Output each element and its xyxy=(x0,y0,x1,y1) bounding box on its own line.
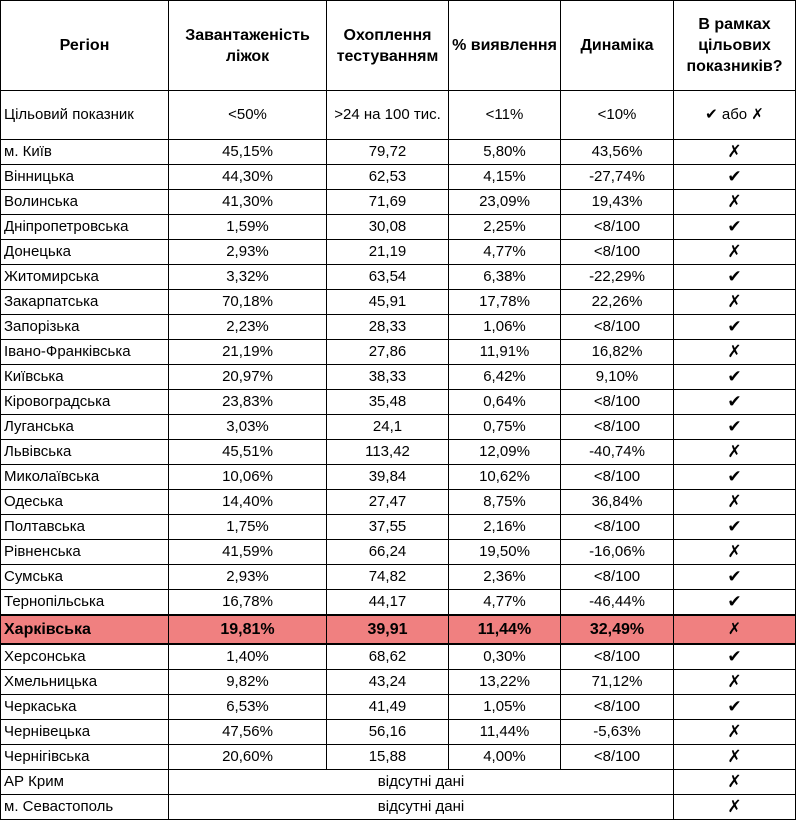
cell-beds: 3,32% xyxy=(169,265,327,290)
target-beds: <50% xyxy=(169,91,327,140)
cell-detection: 0,64% xyxy=(449,390,561,415)
cell-testing: 24,1 xyxy=(327,415,449,440)
check-icon: ✔ xyxy=(674,315,796,340)
cell-region: Івано-Франківська xyxy=(1,340,169,365)
cell-region: Луганська xyxy=(1,415,169,440)
header-beds: Завантаженість ліжок xyxy=(169,1,327,91)
cell-dynamics: <8/100 xyxy=(561,515,674,540)
check-icon: ✔ xyxy=(674,565,796,590)
table-row xyxy=(1,515,796,540)
cell-dynamics: <8/100 xyxy=(561,745,674,770)
cell-detection: 8,75% xyxy=(449,490,561,515)
cell-dynamics: 16,82% xyxy=(561,340,674,365)
cell-beds: 3,03% xyxy=(169,415,327,440)
header-detection: % виявлення xyxy=(449,1,561,91)
cell-detection: 2,16% xyxy=(449,515,561,540)
cell-detection: 23,09% xyxy=(449,190,561,215)
cell-detection: 4,15% xyxy=(449,165,561,190)
cross-icon: ✗ xyxy=(674,290,796,315)
table-row xyxy=(1,240,796,265)
table-row xyxy=(1,720,796,745)
cell-beds: 1,40% xyxy=(169,644,327,670)
cell-region: Вінницька xyxy=(1,165,169,190)
cell-region: Донецька xyxy=(1,240,169,265)
cell-dynamics: <8/100 xyxy=(561,695,674,720)
cell-dynamics: <8/100 xyxy=(561,465,674,490)
cell-region: Тернопільська xyxy=(1,590,169,616)
cell-beds: 44,30% xyxy=(169,165,327,190)
cell-testing: 30,08 xyxy=(327,215,449,240)
cell-testing: 39,84 xyxy=(327,465,449,490)
cell-dynamics: -22,29% xyxy=(561,265,674,290)
cell-testing: 35,48 xyxy=(327,390,449,415)
cell-no-data: відсутні дані xyxy=(169,770,674,795)
cell-testing: 63,54 xyxy=(327,265,449,290)
cell-beds: 9,82% xyxy=(169,670,327,695)
cross-icon: ✗ xyxy=(674,745,796,770)
cell-detection: 10,62% xyxy=(449,465,561,490)
data-rows xyxy=(1,140,796,820)
check-icon: ✔ xyxy=(674,265,796,290)
cell-dynamics: -5,63% xyxy=(561,720,674,745)
table-row xyxy=(1,190,796,215)
cell-beds: 41,30% xyxy=(169,190,327,215)
header-region: Регіон xyxy=(1,1,169,91)
cell-detection: 2,25% xyxy=(449,215,561,240)
cell-region: Кіровоградська xyxy=(1,390,169,415)
cell-detection: 4,00% xyxy=(449,745,561,770)
cell-dynamics: <8/100 xyxy=(561,240,674,265)
table-row xyxy=(1,670,796,695)
check-icon: ✔ xyxy=(674,390,796,415)
cell-beds: 2,23% xyxy=(169,315,327,340)
cell-dynamics: -46,44% xyxy=(561,590,674,616)
cross-icon: ✗ xyxy=(674,770,796,795)
table-row xyxy=(1,490,796,515)
cell-beds: 1,59% xyxy=(169,215,327,240)
cell-region: Чернівецька xyxy=(1,720,169,745)
table-row xyxy=(1,140,796,165)
cell-region: Херсонська xyxy=(1,644,169,670)
check-icon: ✔ xyxy=(674,365,796,390)
table-row xyxy=(1,165,796,190)
table-row xyxy=(1,365,796,390)
cell-detection: 5,80% xyxy=(449,140,561,165)
cell-testing: 45,91 xyxy=(327,290,449,315)
cell-detection: 6,42% xyxy=(449,365,561,390)
cell-beds: 47,56% xyxy=(169,720,327,745)
cell-region: Черкаська xyxy=(1,695,169,720)
cell-dynamics: 36,84% xyxy=(561,490,674,515)
cell-region: м. Київ xyxy=(1,140,169,165)
cell-region: Волинська xyxy=(1,190,169,215)
cell-testing: 41,49 xyxy=(327,695,449,720)
table-row xyxy=(1,340,796,365)
cell-testing: 27,86 xyxy=(327,340,449,365)
cell-region: Полтавська xyxy=(1,515,169,540)
cell-region: Київська xyxy=(1,365,169,390)
cell-detection: 19,50% xyxy=(449,540,561,565)
cell-testing: 39,91 xyxy=(327,615,449,644)
cell-region: АР Крим xyxy=(1,770,169,795)
cell-beds: 10,06% xyxy=(169,465,327,490)
cell-testing: 56,16 xyxy=(327,720,449,745)
cell-dynamics: <8/100 xyxy=(561,315,674,340)
target-label: Цільовий показник xyxy=(1,91,169,140)
cell-dynamics: <8/100 xyxy=(561,215,674,240)
table-row xyxy=(1,540,796,565)
cell-beds: 41,59% xyxy=(169,540,327,565)
cross-icon: ✗ xyxy=(674,670,796,695)
check-icon: ✔ xyxy=(674,644,796,670)
cell-dynamics: 43,56% xyxy=(561,140,674,165)
cell-testing: 62,53 xyxy=(327,165,449,190)
cell-beds: 45,15% xyxy=(169,140,327,165)
cell-beds: 2,93% xyxy=(169,240,327,265)
cell-testing: 71,69 xyxy=(327,190,449,215)
cell-region: Дніпропетровська xyxy=(1,215,169,240)
cross-icon: ✗ xyxy=(674,540,796,565)
target-detection: <11% xyxy=(449,91,561,140)
cell-region: Миколаївська xyxy=(1,465,169,490)
cell-testing: 37,55 xyxy=(327,515,449,540)
cell-beds: 14,40% xyxy=(169,490,327,515)
cell-beds: 16,78% xyxy=(169,590,327,616)
cell-beds: 1,75% xyxy=(169,515,327,540)
cell-dynamics: -40,74% xyxy=(561,440,674,465)
cross-icon: ✗ xyxy=(674,440,796,465)
table-row xyxy=(1,415,796,440)
cell-testing: 27,47 xyxy=(327,490,449,515)
cell-detection: 2,36% xyxy=(449,565,561,590)
table-row-no-data xyxy=(1,795,796,820)
cross-icon: ✗ xyxy=(674,490,796,515)
cell-testing: 43,24 xyxy=(327,670,449,695)
target-dynamics: <10% xyxy=(561,91,674,140)
cell-detection: 1,06% xyxy=(449,315,561,340)
cell-beds: 20,60% xyxy=(169,745,327,770)
cell-detection: 13,22% xyxy=(449,670,561,695)
check-icon: ✔ xyxy=(674,590,796,616)
cell-dynamics: 32,49% xyxy=(561,615,674,644)
cell-region: Закарпатська xyxy=(1,290,169,315)
cell-testing: 113,42 xyxy=(327,440,449,465)
cell-detection: 11,91% xyxy=(449,340,561,365)
cell-dynamics: <8/100 xyxy=(561,415,674,440)
cell-region: Львівська xyxy=(1,440,169,465)
header-testing: Охоплення тестуванням xyxy=(327,1,449,91)
cell-dynamics: 19,43% xyxy=(561,190,674,215)
cell-region: Запорізька xyxy=(1,315,169,340)
check-icon: ✔ xyxy=(674,165,796,190)
cell-testing: 74,82 xyxy=(327,565,449,590)
cell-detection: 6,38% xyxy=(449,265,561,290)
cross-icon: ✗ xyxy=(674,795,796,820)
cell-detection: 1,05% xyxy=(449,695,561,720)
table-row xyxy=(1,565,796,590)
cell-region: Одеська xyxy=(1,490,169,515)
check-icon: ✔ xyxy=(674,215,796,240)
table-row-no-data xyxy=(1,770,796,795)
table-row xyxy=(1,315,796,340)
cross-icon: ✗ xyxy=(674,240,796,265)
cell-region: Сумська xyxy=(1,565,169,590)
cell-detection: 0,75% xyxy=(449,415,561,440)
cell-testing: 79,72 xyxy=(327,140,449,165)
cross-icon: ✗ xyxy=(674,190,796,215)
cell-testing: 28,33 xyxy=(327,315,449,340)
table-row xyxy=(1,745,796,770)
table-row xyxy=(1,695,796,720)
cell-testing: 66,24 xyxy=(327,540,449,565)
cell-beds: 23,83% xyxy=(169,390,327,415)
cell-dynamics: 22,26% xyxy=(561,290,674,315)
cell-dynamics: <8/100 xyxy=(561,565,674,590)
cell-beds: 2,93% xyxy=(169,565,327,590)
cell-detection: 12,09% xyxy=(449,440,561,465)
table-row xyxy=(1,465,796,490)
cell-dynamics: -16,06% xyxy=(561,540,674,565)
cell-region: Чернігівська xyxy=(1,745,169,770)
cell-beds: 20,97% xyxy=(169,365,327,390)
header-row xyxy=(1,1,796,91)
table-row xyxy=(1,615,796,644)
cell-detection: 11,44% xyxy=(449,720,561,745)
cross-icon: ✗ xyxy=(674,720,796,745)
cell-beds: 45,51% xyxy=(169,440,327,465)
table-row xyxy=(1,215,796,240)
table-row xyxy=(1,644,796,670)
check-icon: ✔ xyxy=(674,695,796,720)
cell-region: Хмельницька xyxy=(1,670,169,695)
cell-dynamics: -27,74% xyxy=(561,165,674,190)
cell-detection: 4,77% xyxy=(449,590,561,616)
cell-testing: 44,17 xyxy=(327,590,449,616)
cell-beds: 21,19% xyxy=(169,340,327,365)
table-row xyxy=(1,390,796,415)
cross-icon: ✗ xyxy=(674,615,796,644)
cell-detection: 11,44% xyxy=(449,615,561,644)
cell-no-data: відсутні дані xyxy=(169,795,674,820)
cell-region: Рівненська xyxy=(1,540,169,565)
cell-dynamics: <8/100 xyxy=(561,390,674,415)
cell-region: Житомирська xyxy=(1,265,169,290)
cell-dynamics: 71,12% xyxy=(561,670,674,695)
cell-detection: 0,30% xyxy=(449,644,561,670)
target-testing: >24 на 100 тис. xyxy=(327,91,449,140)
cell-region: Харківська xyxy=(1,615,169,644)
cell-testing: 21,19 xyxy=(327,240,449,265)
target-within: ✔ або ✗ xyxy=(674,91,796,140)
cell-detection: 4,77% xyxy=(449,240,561,265)
cell-dynamics: 9,10% xyxy=(561,365,674,390)
cell-beds: 70,18% xyxy=(169,290,327,315)
cell-dynamics: <8/100 xyxy=(561,644,674,670)
check-icon: ✔ xyxy=(674,515,796,540)
cell-region: м. Севастополь xyxy=(1,795,169,820)
cross-icon: ✗ xyxy=(674,140,796,165)
cell-beds: 6,53% xyxy=(169,695,327,720)
header-within-targets: В рамках цільових показників? xyxy=(674,1,796,91)
cell-testing: 38,33 xyxy=(327,365,449,390)
table-row xyxy=(1,590,796,616)
table-row xyxy=(1,290,796,315)
check-icon: ✔ xyxy=(674,415,796,440)
cross-icon: ✗ xyxy=(674,340,796,365)
target-row xyxy=(1,91,796,140)
cell-detection: 17,78% xyxy=(449,290,561,315)
cell-testing: 68,62 xyxy=(327,644,449,670)
table-row xyxy=(1,440,796,465)
check-icon: ✔ xyxy=(674,465,796,490)
cell-beds: 19,81% xyxy=(169,615,327,644)
table-row xyxy=(1,265,796,290)
cell-testing: 15,88 xyxy=(327,745,449,770)
header-dynamics: Динаміка xyxy=(561,1,674,91)
